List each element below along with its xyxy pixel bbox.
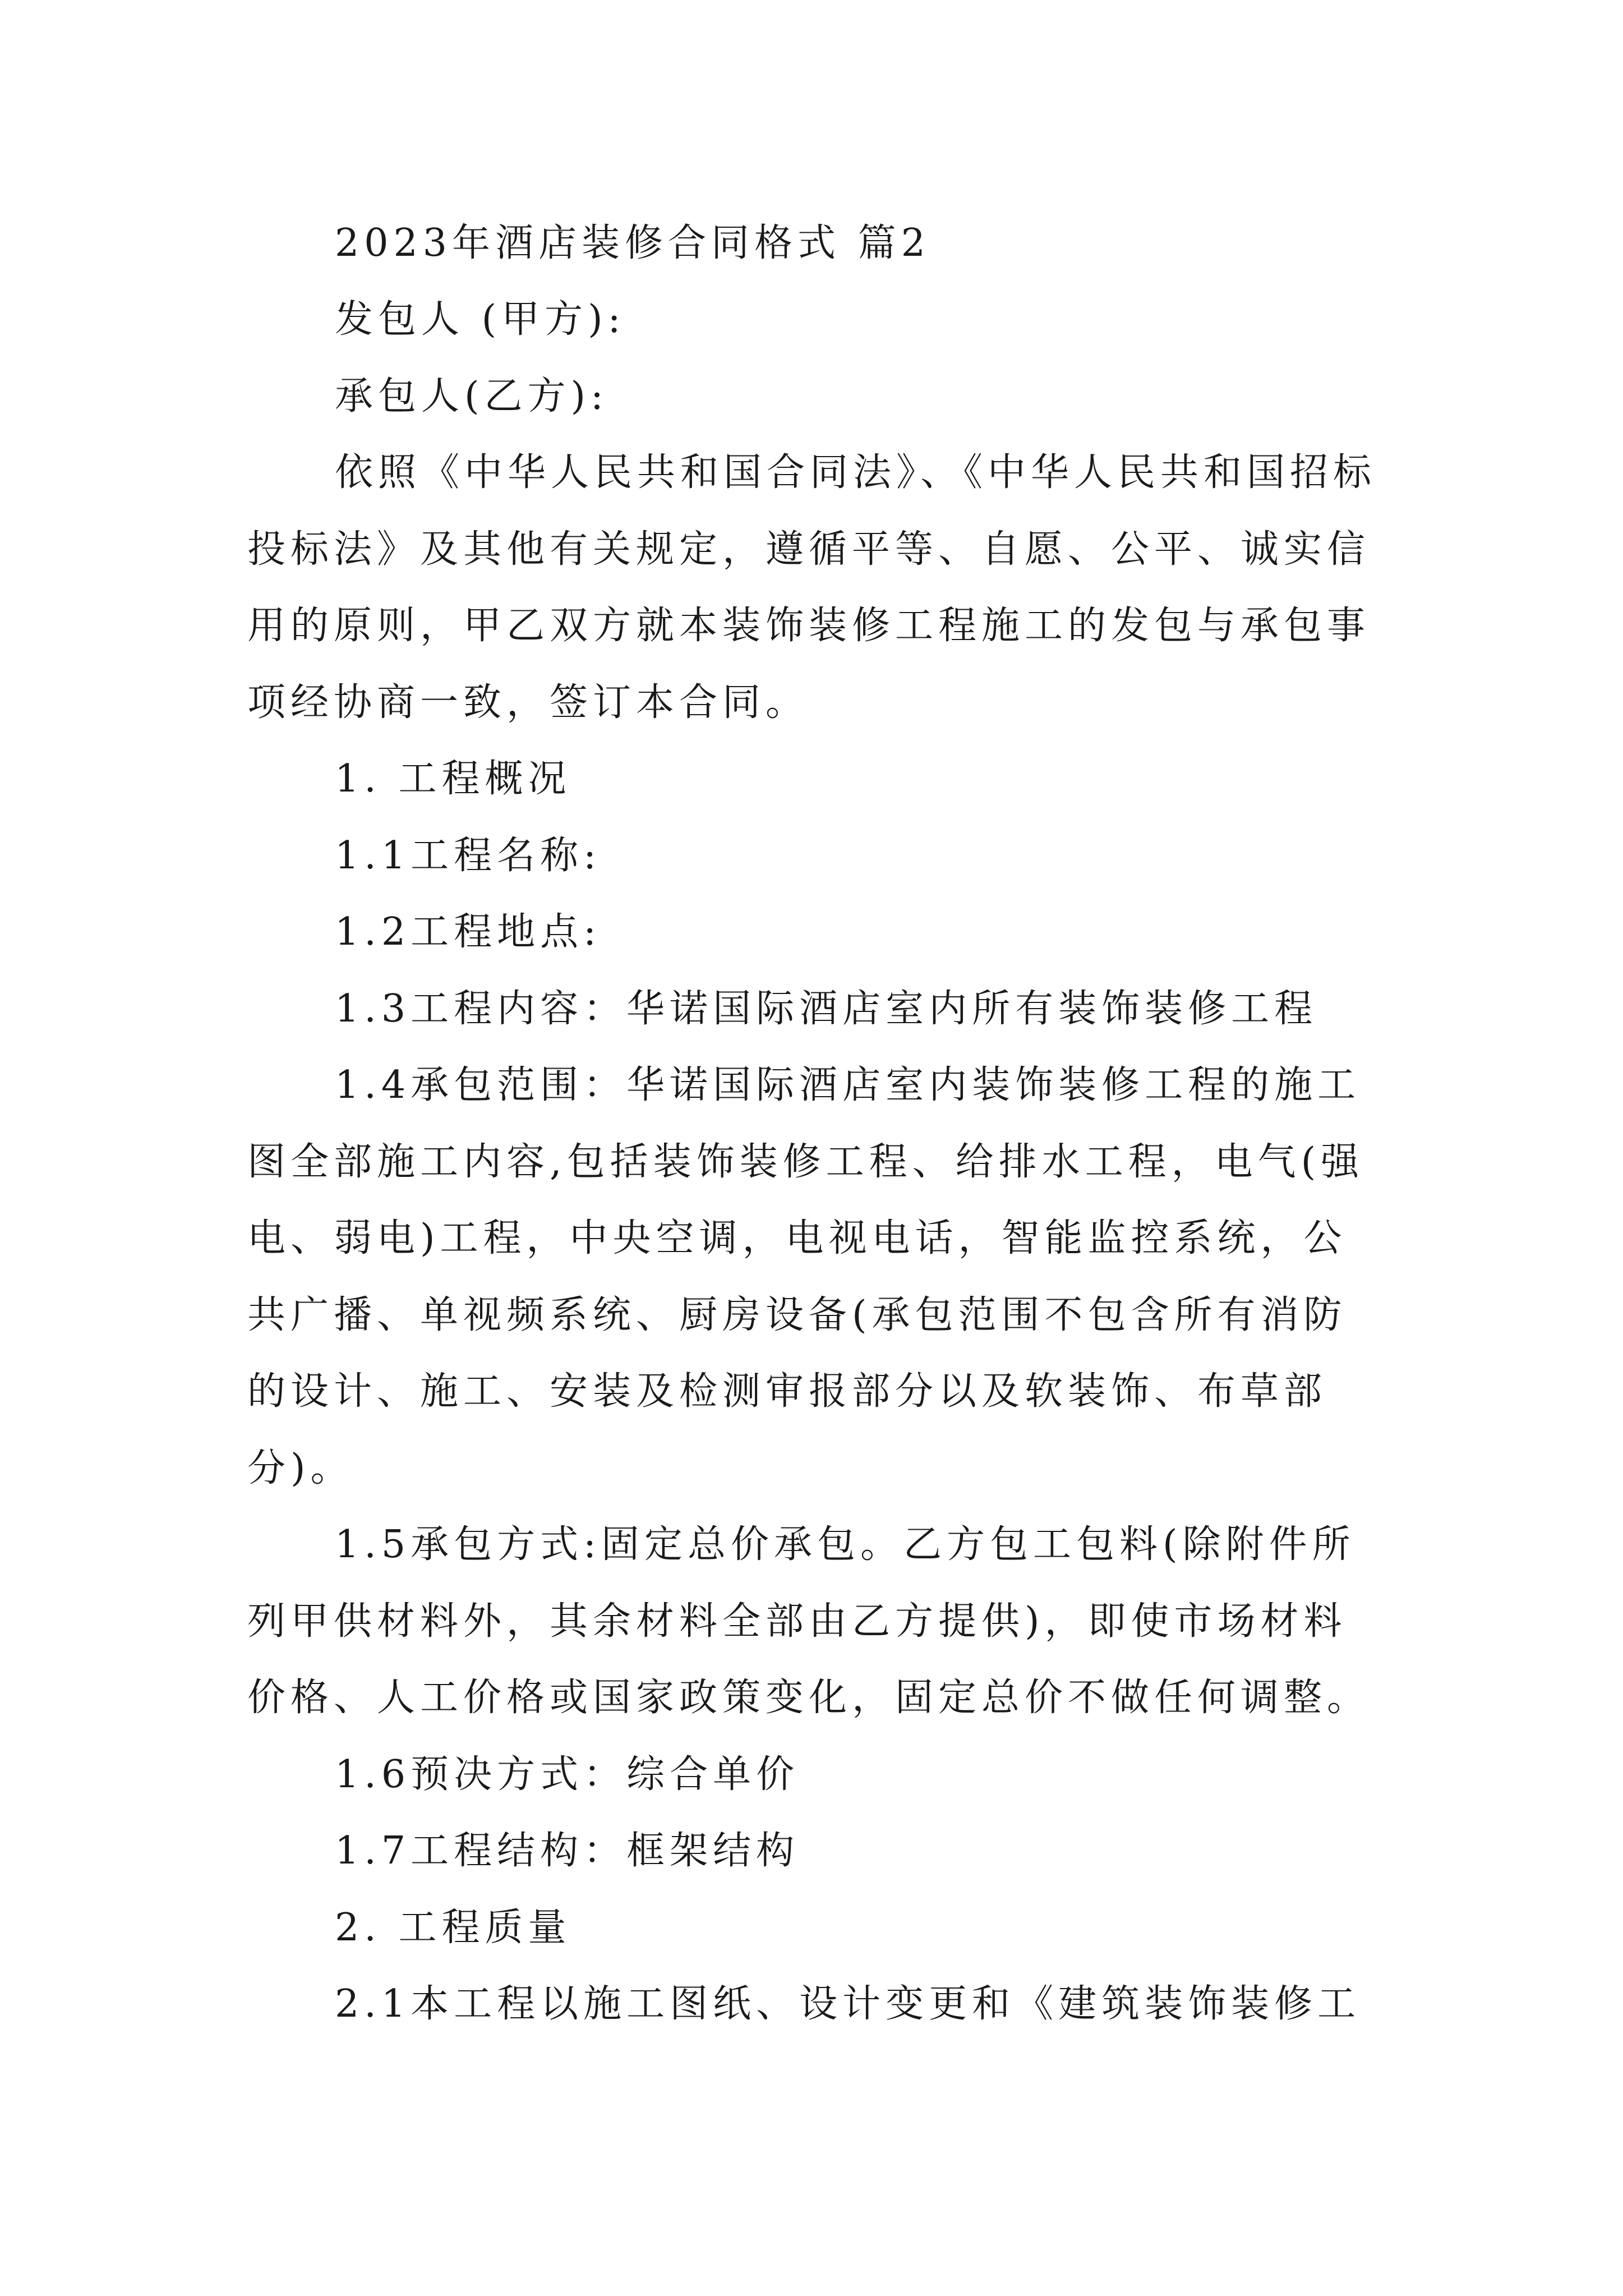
body-line: 1.1工程名称: — [335, 834, 602, 878]
body-line: 用的原则，甲乙双方就本装饰装修工程施工的发包与承包事 — [247, 604, 1371, 648]
section-heading: 2. 工程质量 — [335, 1906, 571, 1950]
body-line: 依照《中华人民共和国合同法》、《中华人民共和国招标 — [335, 450, 1377, 495]
body-line: 1.6预决方式：综合单价 — [335, 1752, 800, 1797]
body-line: 1.4承包范围：华诺国际酒店室内装饰装修工程的施工 — [335, 1063, 1361, 1107]
section-heading: 1. 工程概况 — [335, 757, 571, 801]
body-line: 1.2工程地点: — [335, 910, 602, 954]
body-line: 1.7工程结构：框架结构 — [335, 1829, 800, 1873]
body-line: 列甲供材料外，其余材料全部由乙方提供)，即使市场材料 — [247, 1599, 1347, 1644]
body-line: 投标法》及其他有关规定，遵循平等、自愿、公平、诚实信 — [247, 527, 1371, 572]
body-line: 分)。 — [247, 1446, 354, 1490]
body-line: 1.3工程内容：华诺国际酒店室内所有装饰装修工程 — [335, 987, 1318, 1031]
body-line: 1.5承包方式:固定总价承包。乙方包工包料(除附件所 — [335, 1522, 1355, 1567]
document-title: 2023年酒店装修合同格式 篇2 — [335, 221, 930, 265]
body-line: 价格、人工价格或国家政策变化，固定总价不做任何调整。 — [247, 1676, 1371, 1720]
body-line: 2.1本工程以施工图纸、设计变更和《建筑装饰装修工 — [335, 1982, 1361, 2026]
party-a-line: 发包人 (甲方): — [335, 297, 626, 342]
body-line: 项经协商一致，签订本合同。 — [247, 680, 809, 725]
party-b-line: 承包人(乙方): — [335, 374, 608, 418]
body-line: 电、弱电)工程，中央空调，电视电话，智能监控系统，公 — [247, 1216, 1347, 1260]
body-line: 图全部施工内容,包括装饰装修工程、给排水工程，电气(强 — [247, 1140, 1364, 1184]
body-line: 共广播、单视频系统、厨房设备(承包范围不包含所有消防 — [247, 1293, 1347, 1337]
body-line: 的设计、施工、安装及检测审报部分以及软装饰、布草部 — [247, 1369, 1327, 1414]
